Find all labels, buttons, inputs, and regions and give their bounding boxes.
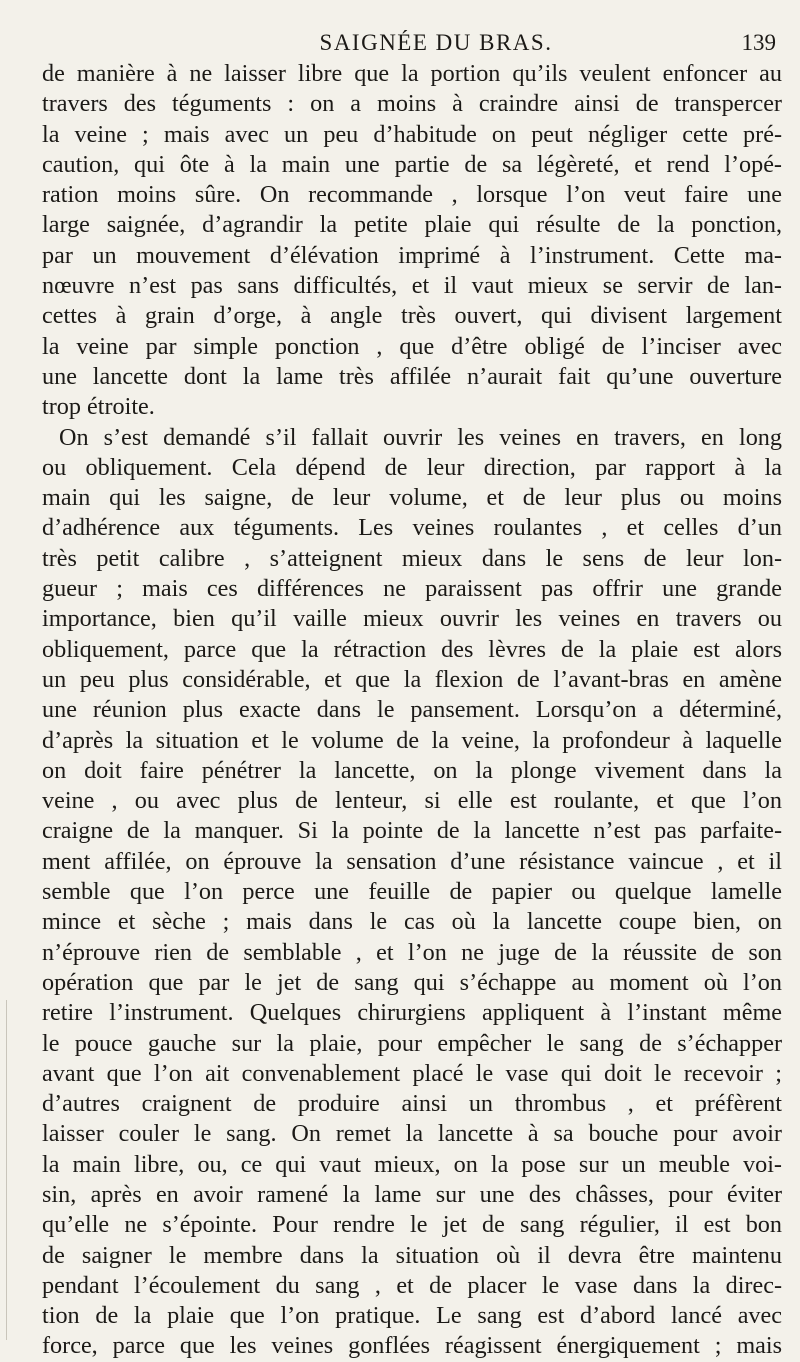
text-line: le pouce gauche sur la plaie, pour empêcher le sang de s’échapper	[42, 1029, 782, 1057]
text-line: semble que l’on perce une feuille de papier ou quelque lamelle	[42, 878, 782, 906]
text-line: mince et sèche ; mais dans le cas où la lancette coupe bien, on	[42, 908, 782, 936]
text-line: tion de la plaie que l’on pratique. Le sang est d’abord lancé avec	[42, 1302, 782, 1330]
text-line: craigne de la manquer. Si la pointe de la lancette n’est pas parfaite-	[42, 817, 782, 845]
text-line: sin, après en avoir ramené la lame sur une des châsses, pour éviter	[42, 1180, 782, 1208]
text-line: une lancette dont la lame très affilée n’aurait fait qu’une ouverture	[42, 362, 782, 390]
text-line: ou obliquement. Cela dépend de leur direction, par rapport à la	[42, 453, 782, 481]
text-line: de manière à ne laisser libre que la portion qu’ils veulent enfoncer au	[42, 60, 782, 87]
text-line: gueur ; mais ces différences ne paraissent pas offrir une grande	[42, 575, 782, 603]
text-line: ration moins sûre. On recommande , lorsque l’on veut faire une	[42, 181, 782, 209]
text-line: la veine par simple ponction , que d’être obligé de l’inciser avec	[42, 332, 782, 360]
text-line: importance, bien qu’il vaille mieux ouvrir les veines en travers ou	[42, 605, 782, 633]
text-line: main qui les saigne, de leur volume, et de leur plus ou moins	[42, 484, 782, 512]
text-line: caution, qui ôte à la main une partie de sa légèreté, et rend l’opé-	[42, 150, 782, 178]
text-line: force, parce que les veines gonflées réagissent énergiquement ; mais	[42, 1332, 782, 1360]
text-line: d’adhérence aux téguments. Les veines roulantes , et celles d’un	[42, 514, 782, 542]
text-line: avant que l’on ait convenablement placé le vase qui doit le recevoir ;	[42, 1059, 782, 1087]
text-line: de saigner le membre dans la situation où il devra être maintenu	[42, 1241, 782, 1269]
text-line: d’autres craignent de produire ainsi un thrombus , et préfèrent	[42, 1090, 782, 1118]
page-number: 139	[741, 30, 776, 55]
text-line: très petit calibre , s’atteignent mieux dans le sens de leur lon-	[42, 544, 782, 572]
text-line: retire l’instrument. Quelques chirurgiens appliquent à l’instant même	[42, 999, 782, 1027]
text-line: la main libre, ou, ce qui vaut mieux, on la pose sur un meuble voi-	[42, 1150, 782, 1178]
text-line: nœuvre n’est pas sans difficultés, et il vaut mieux se servir de lan-	[42, 272, 782, 300]
text-line: On s’est demandé s’il fallait ouvrir les veines en travers, en long	[59, 423, 782, 451]
text-line: un peu plus considérable, et que la flexion de l’avant-bras en amène	[42, 665, 782, 693]
text-line: la veine ; mais avec un peu d’habitude on peut négliger cette pré-	[42, 120, 782, 148]
text-line: laisser couler le sang. On remet la lancette à sa bouche pour avoir	[42, 1120, 782, 1148]
text-line: cettes à grain d’orge, à angle très ouvert, qui divisent largement	[42, 302, 782, 330]
text-line: une réunion plus exacte dans le pansement. Lorsqu’on a déterminé,	[42, 696, 782, 724]
text-line: veine , ou avec plus de lenteur, si elle est roulante, et que l’on	[42, 787, 782, 815]
text-line: par un mouvement d’élévation imprimé à l’instrument. Cette ma-	[42, 241, 782, 269]
text-line: trop étroite.	[42, 393, 155, 421]
text-line: d’après la situation et le volume de la veine, la profondeur à laquelle	[42, 726, 782, 754]
text-line: pendant l’écoulement du sang , et de placer le vase dans la direc-	[42, 1271, 782, 1299]
text-line: opération que par le jet de sang qui s’échappe au moment où l’on	[42, 968, 782, 996]
text-line: qu’elle ne s’épointe. Pour rendre le jet de sang régulier, il est bon	[42, 1211, 782, 1239]
text-line: ment affilée, on éprouve la sensation d’une résistance vaincue , et il	[42, 847, 782, 875]
text-line: on doit faire pénétrer la lancette, on la plonge vivement dans la	[42, 756, 782, 784]
text-line: large saignée, d’agrandir la petite plaie qui résulte de la ponction,	[42, 211, 782, 239]
running-title: SAIGNÉE DU BRAS.	[319, 30, 553, 55]
text-line: n’éprouve rien de semblable , et l’on ne juge de la réussite de son	[42, 938, 782, 966]
body-text	[42, 59, 782, 1362]
text-line: travers des téguments : on a moins à craindre ainsi de transpercer	[42, 90, 782, 118]
page-edge-rule	[6, 1000, 7, 1340]
text-line: obliquement, parce que la rétraction des lèvres de la plaie est alors	[42, 635, 782, 663]
